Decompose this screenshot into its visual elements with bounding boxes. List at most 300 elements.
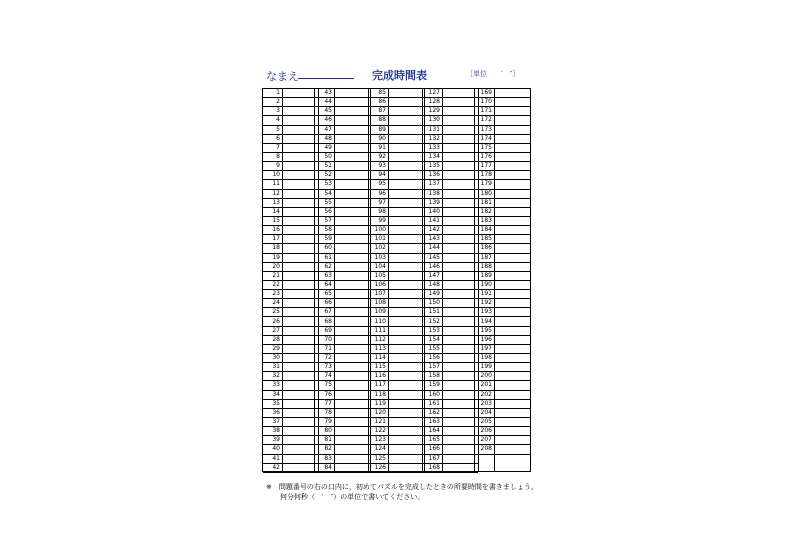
- time-entry-box[interactable]: [442, 455, 478, 463]
- table-row: [315, 336, 370, 345]
- time-entry-box[interactable]: [388, 427, 424, 435]
- time-entry-box[interactable]: [494, 308, 530, 316]
- problem-number: 190: [480, 280, 492, 288]
- time-entry-box[interactable]: [334, 299, 370, 307]
- time-entry-box[interactable]: [282, 153, 318, 161]
- time-entry-box[interactable]: [388, 226, 424, 234]
- time-entry-box[interactable]: [494, 372, 530, 380]
- time-entry-box[interactable]: [494, 116, 530, 124]
- time-entry-box[interactable]: [442, 436, 478, 444]
- problem-number: 156: [428, 354, 440, 362]
- time-entry-box[interactable]: [282, 308, 318, 316]
- time-entry-box[interactable]: [388, 464, 424, 472]
- time-entry-box[interactable]: [282, 345, 318, 353]
- problem-number: 154: [428, 335, 440, 343]
- problem-number: 136: [428, 171, 440, 179]
- table-row: [263, 254, 318, 263]
- time-entry-box[interactable]: [442, 171, 478, 179]
- time-entry-box[interactable]: [388, 354, 424, 362]
- time-entry-box[interactable]: [334, 354, 370, 362]
- time-entry-box[interactable]: [334, 336, 370, 344]
- problem-number: 23: [272, 290, 280, 298]
- time-entry-box[interactable]: [282, 263, 318, 271]
- time-entry-box[interactable]: [494, 98, 530, 106]
- table-row: [315, 171, 370, 180]
- problem-number: 112: [374, 335, 386, 343]
- problem-number: 28: [272, 335, 280, 343]
- table-row: [475, 281, 530, 290]
- table-row: [475, 409, 530, 418]
- time-entry-box[interactable]: [282, 400, 318, 408]
- time-entry-box[interactable]: [282, 199, 318, 207]
- time-entry-box[interactable]: [334, 144, 370, 152]
- time-entry-box[interactable]: [494, 199, 530, 207]
- time-entry-box[interactable]: [282, 281, 318, 289]
- time-entry-box[interactable]: [282, 126, 318, 134]
- time-entry-box[interactable]: [442, 400, 478, 408]
- table-row: [423, 372, 478, 381]
- time-entry-box[interactable]: [282, 144, 318, 152]
- time-entry-box[interactable]: [442, 180, 478, 188]
- time-entry-box[interactable]: [442, 190, 478, 198]
- problem-number: 153: [428, 326, 440, 334]
- time-entry-box[interactable]: [388, 153, 424, 161]
- time-entry-box[interactable]: [282, 180, 318, 188]
- time-entry-box[interactable]: [282, 464, 318, 472]
- table-row: [369, 126, 424, 135]
- time-entry-box[interactable]: [494, 327, 530, 335]
- time-entry-box[interactable]: [388, 345, 424, 353]
- table-row: [315, 327, 370, 336]
- time-entry-box[interactable]: [494, 263, 530, 271]
- time-entry-box[interactable]: [442, 162, 478, 170]
- time-entry-box[interactable]: [494, 135, 530, 143]
- time-entry-box[interactable]: [494, 235, 530, 243]
- time-entry-box[interactable]: [334, 254, 370, 262]
- time-entry-box[interactable]: [282, 409, 318, 417]
- problem-number: 172: [480, 116, 492, 124]
- time-entry-box[interactable]: [442, 153, 478, 161]
- time-entry-box[interactable]: [388, 171, 424, 179]
- time-entry-box[interactable]: [388, 208, 424, 216]
- time-entry-box[interactable]: [388, 254, 424, 262]
- table-row: [315, 345, 370, 354]
- time-entry-box[interactable]: [442, 427, 478, 435]
- problem-number: 143: [428, 235, 440, 243]
- table-row: [423, 464, 478, 473]
- time-entry-box[interactable]: [282, 354, 318, 362]
- problem-number: 167: [428, 454, 440, 462]
- time-entry-box[interactable]: [334, 464, 370, 472]
- time-entry-box[interactable]: [282, 372, 318, 380]
- problem-number: 171: [480, 107, 492, 115]
- time-entry-box[interactable]: [334, 190, 370, 198]
- time-entry-box[interactable]: [388, 400, 424, 408]
- problem-number: 166: [428, 445, 440, 453]
- time-entry-box[interactable]: [334, 345, 370, 353]
- time-entry-box[interactable]: [494, 436, 530, 444]
- time-entry-box[interactable]: [334, 89, 370, 97]
- problem-number: 68: [324, 317, 332, 325]
- table-row: [263, 308, 318, 317]
- time-entry-box[interactable]: [494, 244, 530, 252]
- time-entry-box[interactable]: [282, 327, 318, 335]
- time-entry-box[interactable]: [282, 190, 318, 198]
- time-entry-box[interactable]: [442, 281, 478, 289]
- time-entry-box[interactable]: [334, 290, 370, 298]
- time-entry-box[interactable]: [388, 272, 424, 280]
- time-entry-box[interactable]: [442, 464, 478, 472]
- problem-number: 208: [480, 445, 492, 453]
- time-entry-box[interactable]: [442, 116, 478, 124]
- time-entry-box[interactable]: [388, 391, 424, 399]
- table-row: [475, 445, 530, 454]
- time-entry-box[interactable]: [334, 263, 370, 271]
- time-entry-box[interactable]: [282, 427, 318, 435]
- problem-number: 16: [272, 226, 280, 234]
- time-entry-box[interactable]: [334, 208, 370, 216]
- time-entry-box[interactable]: [334, 308, 370, 316]
- time-entry-box[interactable]: [388, 418, 424, 426]
- time-entry-box[interactable]: [388, 445, 424, 453]
- time-entry-box[interactable]: [494, 208, 530, 216]
- time-entry-box[interactable]: [442, 263, 478, 271]
- time-entry-box[interactable]: [282, 89, 318, 97]
- table-row: [315, 190, 370, 199]
- time-entry-box[interactable]: [282, 116, 318, 124]
- table-row: [315, 272, 370, 281]
- time-entry-box[interactable]: [282, 208, 318, 216]
- time-entry-box[interactable]: [442, 226, 478, 234]
- time-entry-box[interactable]: [442, 208, 478, 216]
- table-row: [263, 144, 318, 153]
- time-entry-box[interactable]: [282, 436, 318, 444]
- problem-number: 13: [272, 198, 280, 206]
- time-entry-box[interactable]: [388, 308, 424, 316]
- time-entry-box[interactable]: [494, 409, 530, 417]
- time-entry-box[interactable]: [442, 144, 478, 152]
- time-entry-box[interactable]: [494, 254, 530, 262]
- time-entry-box[interactable]: [442, 126, 478, 134]
- problem-number: 134: [428, 152, 440, 160]
- time-entry-box[interactable]: [442, 308, 478, 316]
- time-entry-box[interactable]: [494, 126, 530, 134]
- problem-number: 31: [272, 363, 280, 371]
- time-entry-box[interactable]: [442, 89, 478, 97]
- time-entry-box[interactable]: [494, 354, 530, 362]
- time-entry-box[interactable]: [334, 107, 370, 115]
- time-entry-box[interactable]: [334, 400, 370, 408]
- time-entry-box[interactable]: [388, 135, 424, 143]
- time-entry-box[interactable]: [334, 226, 370, 234]
- time-entry-box[interactable]: [282, 226, 318, 234]
- time-entry-box[interactable]: [442, 391, 478, 399]
- time-entry-box[interactable]: [442, 199, 478, 207]
- time-entry-box[interactable]: [494, 162, 530, 170]
- table-row: [475, 235, 530, 244]
- problem-number: 203: [480, 399, 492, 407]
- time-entry-box[interactable]: [282, 235, 318, 243]
- table-row: [315, 244, 370, 253]
- table-row: [315, 180, 370, 189]
- time-entry-box[interactable]: [494, 381, 530, 389]
- time-entry-box[interactable]: [282, 391, 318, 399]
- time-entry-box[interactable]: [442, 354, 478, 362]
- time-entry-box[interactable]: [334, 217, 370, 225]
- time-entry-box[interactable]: [494, 226, 530, 234]
- time-entry-box[interactable]: [334, 455, 370, 463]
- table-row: [315, 363, 370, 372]
- time-entry-box[interactable]: [388, 372, 424, 380]
- table-row: [475, 345, 530, 354]
- time-entry-box[interactable]: [388, 190, 424, 198]
- time-entry-box[interactable]: [282, 272, 318, 280]
- time-entry-box[interactable]: [334, 126, 370, 134]
- time-entry-box[interactable]: [388, 98, 424, 106]
- time-entry-box[interactable]: [494, 400, 530, 408]
- table-row: [369, 153, 424, 162]
- time-entry-box[interactable]: [388, 436, 424, 444]
- time-entry-box[interactable]: [282, 98, 318, 106]
- table-row: [423, 162, 478, 171]
- time-entry-box[interactable]: [442, 290, 478, 298]
- table-row: [263, 409, 318, 418]
- time-entry-box[interactable]: [388, 126, 424, 134]
- time-entry-box[interactable]: [388, 327, 424, 335]
- time-entry-box[interactable]: [494, 89, 530, 97]
- time-entry-box[interactable]: [334, 272, 370, 280]
- problem-number: 69: [324, 326, 332, 334]
- time-entry-box[interactable]: [282, 171, 318, 179]
- time-entry-box[interactable]: [388, 336, 424, 344]
- time-entry-box[interactable]: [282, 318, 318, 326]
- table-row: [263, 327, 318, 336]
- table-row: [263, 217, 318, 226]
- problem-number: 56: [324, 207, 332, 215]
- time-entry-box[interactable]: [494, 336, 530, 344]
- table-column-2: [314, 88, 371, 472]
- table-row: [263, 126, 318, 135]
- problem-number: 33: [272, 381, 280, 389]
- time-entry-box[interactable]: [442, 235, 478, 243]
- time-entry-box[interactable]: [388, 162, 424, 170]
- time-entry-box[interactable]: [388, 409, 424, 417]
- table-row: [475, 144, 530, 153]
- time-entry-box[interactable]: [282, 418, 318, 426]
- time-entry-box[interactable]: [334, 235, 370, 243]
- table-row: [263, 135, 318, 144]
- time-entry-box[interactable]: [282, 107, 318, 115]
- time-entry-box[interactable]: [334, 135, 370, 143]
- time-entry-box[interactable]: [494, 272, 530, 280]
- time-entry-box[interactable]: [388, 199, 424, 207]
- problem-number: 67: [324, 308, 332, 316]
- time-entry-box[interactable]: [494, 363, 530, 371]
- table-row: [475, 180, 530, 189]
- time-entry-box[interactable]: [388, 144, 424, 152]
- time-entry-box[interactable]: [282, 363, 318, 371]
- time-entry-box[interactable]: [494, 299, 530, 307]
- time-entry-box[interactable]: [282, 217, 318, 225]
- time-entry-box[interactable]: [494, 171, 530, 179]
- table-row: [369, 464, 424, 473]
- problem-number: 2: [276, 98, 280, 106]
- time-entry-box[interactable]: [388, 235, 424, 243]
- time-entry-box[interactable]: [442, 98, 478, 106]
- table-row: [263, 290, 318, 299]
- time-entry-box[interactable]: [494, 391, 530, 399]
- problem-number: 73: [324, 363, 332, 371]
- time-entry-box[interactable]: [334, 171, 370, 179]
- table-row: [263, 180, 318, 189]
- time-entry-box[interactable]: [442, 244, 478, 252]
- problem-number: 17: [272, 235, 280, 243]
- time-entry-box[interactable]: [388, 263, 424, 271]
- table-row: [315, 254, 370, 263]
- table-row: [475, 116, 530, 125]
- time-entry-box[interactable]: [334, 199, 370, 207]
- time-entry-box[interactable]: [282, 455, 318, 463]
- time-entry-box[interactable]: [442, 254, 478, 262]
- time-entry-box[interactable]: [494, 217, 530, 225]
- page-title: 完成時間表: [372, 69, 427, 82]
- time-entry-box[interactable]: [334, 372, 370, 380]
- problem-number: 42: [272, 463, 280, 471]
- time-entry-box[interactable]: [442, 409, 478, 417]
- table-row: [369, 418, 424, 427]
- time-entry-box[interactable]: [334, 363, 370, 371]
- time-entry-box[interactable]: [442, 299, 478, 307]
- time-entry-box[interactable]: [388, 244, 424, 252]
- time-entry-box[interactable]: [282, 244, 318, 252]
- time-entry-box[interactable]: [388, 318, 424, 326]
- table-row: [475, 372, 530, 381]
- problem-number: 87: [378, 107, 386, 115]
- time-entry-box[interactable]: [334, 391, 370, 399]
- time-entry-box[interactable]: [334, 98, 370, 106]
- time-entry-box[interactable]: [282, 135, 318, 143]
- time-entry-box[interactable]: [388, 89, 424, 97]
- time-entry-box[interactable]: [334, 244, 370, 252]
- time-entry-box[interactable]: [334, 418, 370, 426]
- table-row: [315, 290, 370, 299]
- time-entry-box[interactable]: [442, 381, 478, 389]
- time-entry-box[interactable]: [388, 281, 424, 289]
- problem-number: 25: [272, 308, 280, 316]
- problem-number: 32: [272, 372, 280, 380]
- time-entry-box[interactable]: [388, 381, 424, 389]
- time-entry-box[interactable]: [388, 363, 424, 371]
- time-entry-box[interactable]: [494, 180, 530, 188]
- table-row: [315, 400, 370, 409]
- table-row: [263, 318, 318, 327]
- time-entry-box[interactable]: [388, 217, 424, 225]
- table-row: [369, 107, 424, 116]
- time-entry-box[interactable]: [282, 381, 318, 389]
- time-entry-box[interactable]: [494, 144, 530, 152]
- time-entry-box[interactable]: [334, 327, 370, 335]
- time-entry-box[interactable]: [282, 290, 318, 298]
- time-entry-box[interactable]: [442, 363, 478, 371]
- page-header: [0, 0, 794, 88]
- time-entry-box[interactable]: [442, 327, 478, 335]
- time-entry-box[interactable]: [442, 418, 478, 426]
- time-entry-box[interactable]: [334, 318, 370, 326]
- time-entry-box[interactable]: [388, 107, 424, 115]
- time-entry-box[interactable]: [494, 281, 530, 289]
- table-row: [423, 445, 478, 454]
- problem-number: 14: [272, 207, 280, 215]
- problem-number: 162: [428, 408, 440, 416]
- time-entry-box[interactable]: [282, 445, 318, 453]
- time-entry-box[interactable]: [334, 162, 370, 170]
- time-entry-box[interactable]: [494, 153, 530, 161]
- time-entry-box[interactable]: [442, 135, 478, 143]
- time-entry-box[interactable]: [442, 217, 478, 225]
- time-entry-box[interactable]: [442, 336, 478, 344]
- time-entry-box[interactable]: [388, 116, 424, 124]
- table-row: [475, 436, 530, 445]
- time-entry-box[interactable]: [282, 299, 318, 307]
- table-row: [263, 263, 318, 272]
- time-entry-box[interactable]: [494, 445, 530, 453]
- table-row: [315, 153, 370, 162]
- time-entry-box[interactable]: [494, 290, 530, 298]
- time-entry-box[interactable]: [334, 409, 370, 417]
- time-entry-box[interactable]: [494, 345, 530, 353]
- time-entry-box[interactable]: [442, 445, 478, 453]
- time-entry-box[interactable]: [334, 381, 370, 389]
- table-row: [475, 135, 530, 144]
- time-entry-box[interactable]: [388, 290, 424, 298]
- time-entry-box[interactable]: [494, 427, 530, 435]
- problem-number: 103: [374, 253, 386, 261]
- table-row: [475, 244, 530, 253]
- time-entry-box[interactable]: [442, 318, 478, 326]
- table-row: [369, 98, 424, 107]
- time-entry-box[interactable]: [494, 418, 530, 426]
- time-entry-box[interactable]: [494, 107, 530, 115]
- time-entry-box[interactable]: [282, 336, 318, 344]
- table-row: [263, 445, 318, 454]
- table-row: [315, 217, 370, 226]
- time-entry-box[interactable]: [494, 318, 530, 326]
- time-entry-box[interactable]: [282, 254, 318, 262]
- time-entry-box[interactable]: [442, 345, 478, 353]
- time-entry-box[interactable]: [442, 372, 478, 380]
- time-entry-box[interactable]: [334, 445, 370, 453]
- problem-number: 183: [480, 216, 492, 224]
- time-entry-box[interactable]: [334, 427, 370, 435]
- table-row: [369, 354, 424, 363]
- problem-number: 174: [480, 134, 492, 142]
- time-entry-box[interactable]: [388, 299, 424, 307]
- problem-number: 100: [374, 226, 386, 234]
- time-entry-box[interactable]: [442, 272, 478, 280]
- time-entry-box[interactable]: [388, 180, 424, 188]
- time-entry-box[interactable]: [494, 190, 530, 198]
- time-entry-box[interactable]: [334, 436, 370, 444]
- time-entry-box[interactable]: [334, 281, 370, 289]
- time-entry-box[interactable]: [334, 116, 370, 124]
- time-entry-box[interactable]: [282, 162, 318, 170]
- time-entry-box[interactable]: [334, 180, 370, 188]
- table-row: [263, 336, 318, 345]
- time-entry-box[interactable]: [388, 455, 424, 463]
- time-entry-box[interactable]: [442, 107, 478, 115]
- time-entry-box[interactable]: [334, 153, 370, 161]
- problem-number: 121: [374, 418, 386, 426]
